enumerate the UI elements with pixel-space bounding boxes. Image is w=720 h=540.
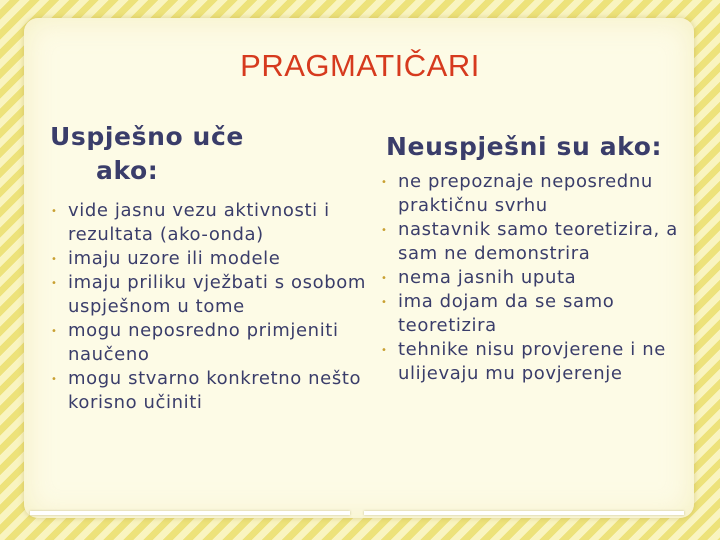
list-item-text: nastavnik samo teoretizira, a sam ne demonstrira (398, 219, 678, 264)
left-column-heading (50, 120, 340, 188)
bullet-icon: • (381, 273, 388, 284)
list-item (48, 199, 368, 247)
list-item-text: vide jasnu vezu aktivnosti i rezultata (ako-onda) (68, 200, 330, 245)
list-item-text: imaju uzore ili modele (68, 248, 281, 269)
list-item (48, 319, 368, 367)
bullet-icon: • (51, 278, 58, 289)
right-column-heading: Neuspješni su ako: (386, 132, 663, 161)
list-item (378, 266, 698, 290)
list-item-text: mogu stvarno konkretno nešto korisno učiniti (68, 368, 362, 413)
list-item-text: mogu neposredno primjeniti naučeno (68, 320, 339, 365)
list-item-text: nema jasnih uputa (398, 267, 577, 288)
bullet-icon: • (51, 374, 58, 385)
slide-title: PRAGMATIČARI (240, 48, 480, 83)
list-item (48, 247, 368, 271)
left-heading-line2: ako: (96, 156, 159, 185)
list-item (378, 290, 698, 338)
left-heading-line1: Uspješno uče (50, 122, 244, 151)
bullet-icon: • (51, 206, 58, 217)
list-item (48, 271, 368, 319)
left-bullet-list (48, 199, 368, 415)
list-item-text: ne prepoznaje neposrednu praktičnu svrhu (398, 171, 653, 216)
bottom-divider-left (30, 511, 350, 515)
bullet-icon: • (381, 345, 388, 356)
bullet-icon: • (381, 225, 388, 236)
right-bullet-list (378, 170, 698, 386)
bullet-icon: • (51, 254, 58, 265)
bullet-icon: • (381, 177, 388, 188)
bullet-icon: • (381, 297, 388, 308)
list-item (48, 367, 368, 415)
bottom-divider-right (364, 511, 684, 515)
list-item-text: tehnike nisu provjerene i ne ulijevaju mu povjerenje (398, 339, 666, 384)
bullet-icon: • (51, 326, 58, 337)
list-item (378, 338, 698, 386)
list-item-text: imaju priliku vježbati s osobom uspješnom u tome (68, 272, 367, 317)
list-item (378, 218, 698, 266)
list-item-text: ima dojam da se samo teoretizira (398, 291, 615, 336)
list-item (378, 170, 698, 218)
